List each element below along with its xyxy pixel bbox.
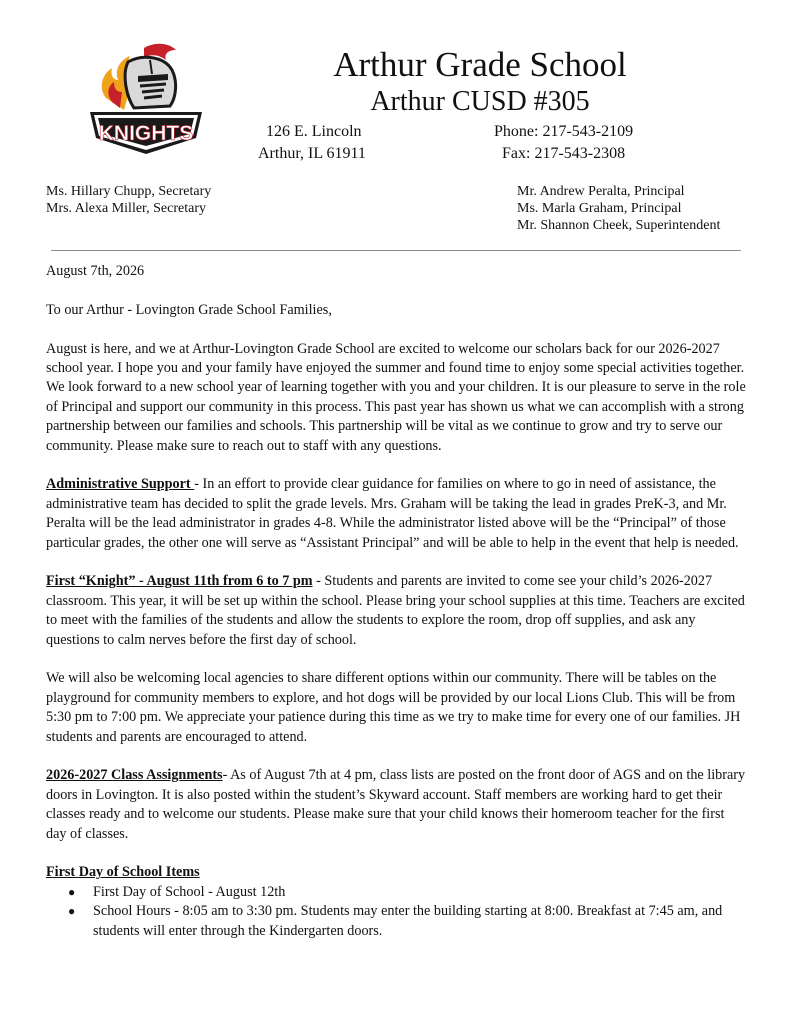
first-knight-text: - Students and parents are invited to come see your child’s 2026-2027 classroom. This year, it will be set up within the school. Please bring your school supplies at this time. Teachers are excited to meet with the families of the students and allow the students to explore the room, drop off supplies, and ask any questions to calm nerves before the first day of school. [46,573,745,648]
list-item: ● School Hours - 8:05 am to 3:30 pm. Students may enter the building starting at 8:00. Breakfast at 7:45 am, and students will enter through the Kindergarten doors. [68,903,723,939]
staff-name: Mr. Andrew Peralta, Principal [517,184,685,199]
class-assignments-text: - As of August 7th at 4 pm, class lists are posted on the front door of AGS and on the library doors in Lovington. It is also posted within the student’s Skyward account. Staff members are working hard to get their classes ready and to welcome our students. Please make sure that your child knows their homeroom teacher for the first day of classes. [46,767,746,842]
first-day-heading: First Day of School Items [46,864,200,881]
staff-name: Mrs. Alexa Miller, Secretary [46,201,207,216]
admin-support-heading: Administrative Support [46,476,195,493]
staff-name: Ms. Hillary Chupp, Secretary [46,184,212,199]
fax-number: Fax: 217-543-2308 [502,145,626,162]
class-assignments-paragraph [46,766,746,844]
letter-date: August 7th, 2026 [46,263,145,279]
admin-support-paragraph [46,475,746,553]
letter-body [46,262,746,941]
bullet-icon: ● [68,884,76,899]
knights-logo [84,40,208,156]
address-line-2: Arthur, IL 61911 [258,145,366,162]
logo-text: KNIGHTS [98,122,194,145]
first-knight-heading: First “Knight” - August 11th from 6 to 7 pm [46,573,313,590]
staff-name: Mr. Shannon Cheek, Superintendent [517,218,721,233]
address-line-1: 126 E. Lincoln [266,123,362,140]
list-item: ● First Day of School - August 12th [46,883,746,902]
district-name: Arthur CUSD #305 [370,86,590,117]
header-divider [51,250,741,251]
intro-paragraph: August is here, and we at Arthur-Lovington Grade School are excited to welcome our scholars back for our 2026-2027 school year. I hope you and your family have enjoyed the summer and found time to enjoy some special activities together. We look forward to a new school year of learning together with you and your children. It is our pleasure to serve in the role of Principal and support our community in this process. This past year has shown us what we can accomplish with a strong partnership between our families and schools. This partnership will be vital as we continue to grow and try to serve our community. Please make sure to reach out to staff with any questions. [46,340,746,454]
first-day-list [46,883,746,941]
class-assignments-heading: 2026-2027 Class Assignments [46,767,223,784]
administrator-list [517,183,720,234]
phone-number: Phone: 217-543-2109 [494,123,634,140]
school-name: Arthur Grade School [333,45,627,84]
letter-greeting: To our Arthur - Lovington Grade School Families, [46,301,332,318]
staff-name: Ms. Marla Graham, Principal [517,201,682,216]
first-knight-paragraph [46,572,746,650]
bullet-icon: ● [68,904,76,919]
admin-support-text: - In an effort to provide clear guidance for families on where to go in need of assistance, the administrative team has decided to split the grade levels. Mrs. Graham will be taking the lead in grades PreK-3, and Mr. Peralta will be the lead administrator in grades 4-8. While the administrator listed above will be the “Principal” of those particular grades, the other one will serve as “Assistant Principal” and will be able to help in the event that help is needed. [46,476,739,551]
agencies-paragraph: We will also be welcoming local agencies to share different options within our community. There will be tables on the playground for community members to explore, and hot dogs will be provided by our local Lions Club. This will be from 5:30 pm to 7:00 pm. We appreciate your patience during this time as we try to make time for every one of our families. JH students and parents are encouraged to attend. [46,670,741,745]
secretary-list [46,183,211,217]
